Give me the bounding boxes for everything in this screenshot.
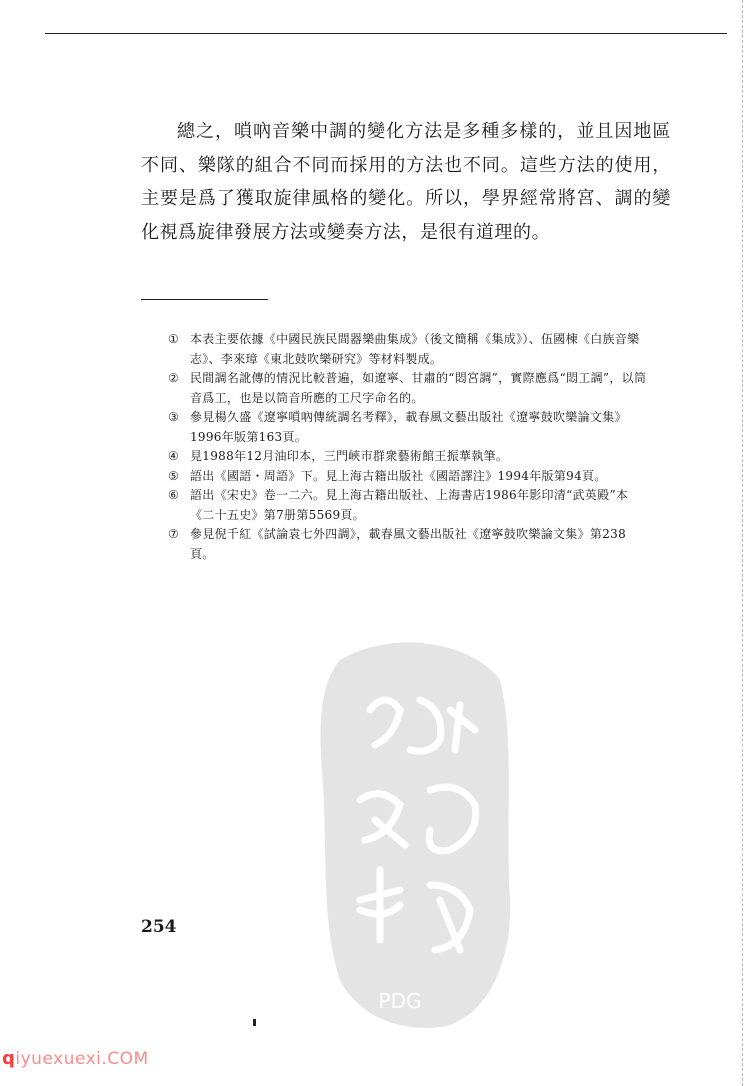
seal-stamp-watermark [300,620,520,1040]
footnote-mark: ① [168,332,180,346]
footnote-item [168,369,648,408]
footnote-mark: ⑦ [168,527,180,541]
body-paragraph: 總之，嗩吶音樂中調的變化方法是多種多樣的，並且因地區不同、樂隊的組合不同而採用的方法也不同。這些方法的使用，主要是爲了獲取旋律風格的變化。所以，學界經常將宮、調的變化視爲旋律發展方法或變奏方法，是很有道理的。 [141,121,671,243]
header-rule [45,33,727,34]
footnote-mark: ③ [168,410,180,424]
footnote-mark: ⑥ [168,488,180,502]
footnote-mark: ② [168,371,180,385]
footnotes [168,330,648,564]
footnote-mark: ④ [168,449,180,463]
body-text [141,115,671,249]
site-watermark [0,1044,149,1074]
footnote-item [168,447,648,467]
footnote-text: 語出《宋史》卷一二六。見上海古籍出版社、上海書店1986年影印清“武英殿”本《二十五史》第7册第5569頁。 [190,488,629,522]
footnote-item [168,467,648,487]
page-number: 254 [141,917,177,937]
footnote-text: 見1988年12月油印本，三門峽市群衆藝術館王振華執筆。 [190,449,509,463]
footnote-separator [141,299,268,300]
watermark-prefix: q [2,1048,16,1069]
footnote-text: 本表主要依據《中國民族民間器樂曲集成》（後文簡稱《集成》）、伍國棟《白族音樂志》、李來璋《東北鼓吹樂研究》等材料製成。 [190,332,640,366]
scan-mark [253,1019,256,1026]
footnote-item [168,408,648,447]
footnote-text: 參見楊久盛《遼寧嗩吶傳統調名考釋》，載春風文藝出版社《遼寧鼓吹樂論文集》1996年版第163頁。 [190,410,627,444]
footnote-item [168,525,648,564]
footnote-mark: ⑤ [168,468,180,483]
footnote-item [168,486,648,525]
footnote-text: 參見倪千紅《試論袁七外四調》，載春風文藝出版社《遼寧鼓吹樂論文集》第238頁。 [190,527,627,561]
footnote-item [168,330,648,369]
footnote-text: 民間調名訛傳的情況比較普遍，如遼寧、甘肅的“悶宮調”，實際應爲“悶工調”，以筒音爲工，也是以筒音所應的工尺字命名的。 [190,371,647,405]
watermark-rest: iyuexuexi.COM [15,1049,149,1069]
page-edge-line [742,0,743,1086]
footnote-text: 語出《國語・周語》下。見上海古籍出版社《國語譯注》1994年版第94頁。 [190,468,607,483]
stamp-lettering: PDG [378,989,422,1013]
